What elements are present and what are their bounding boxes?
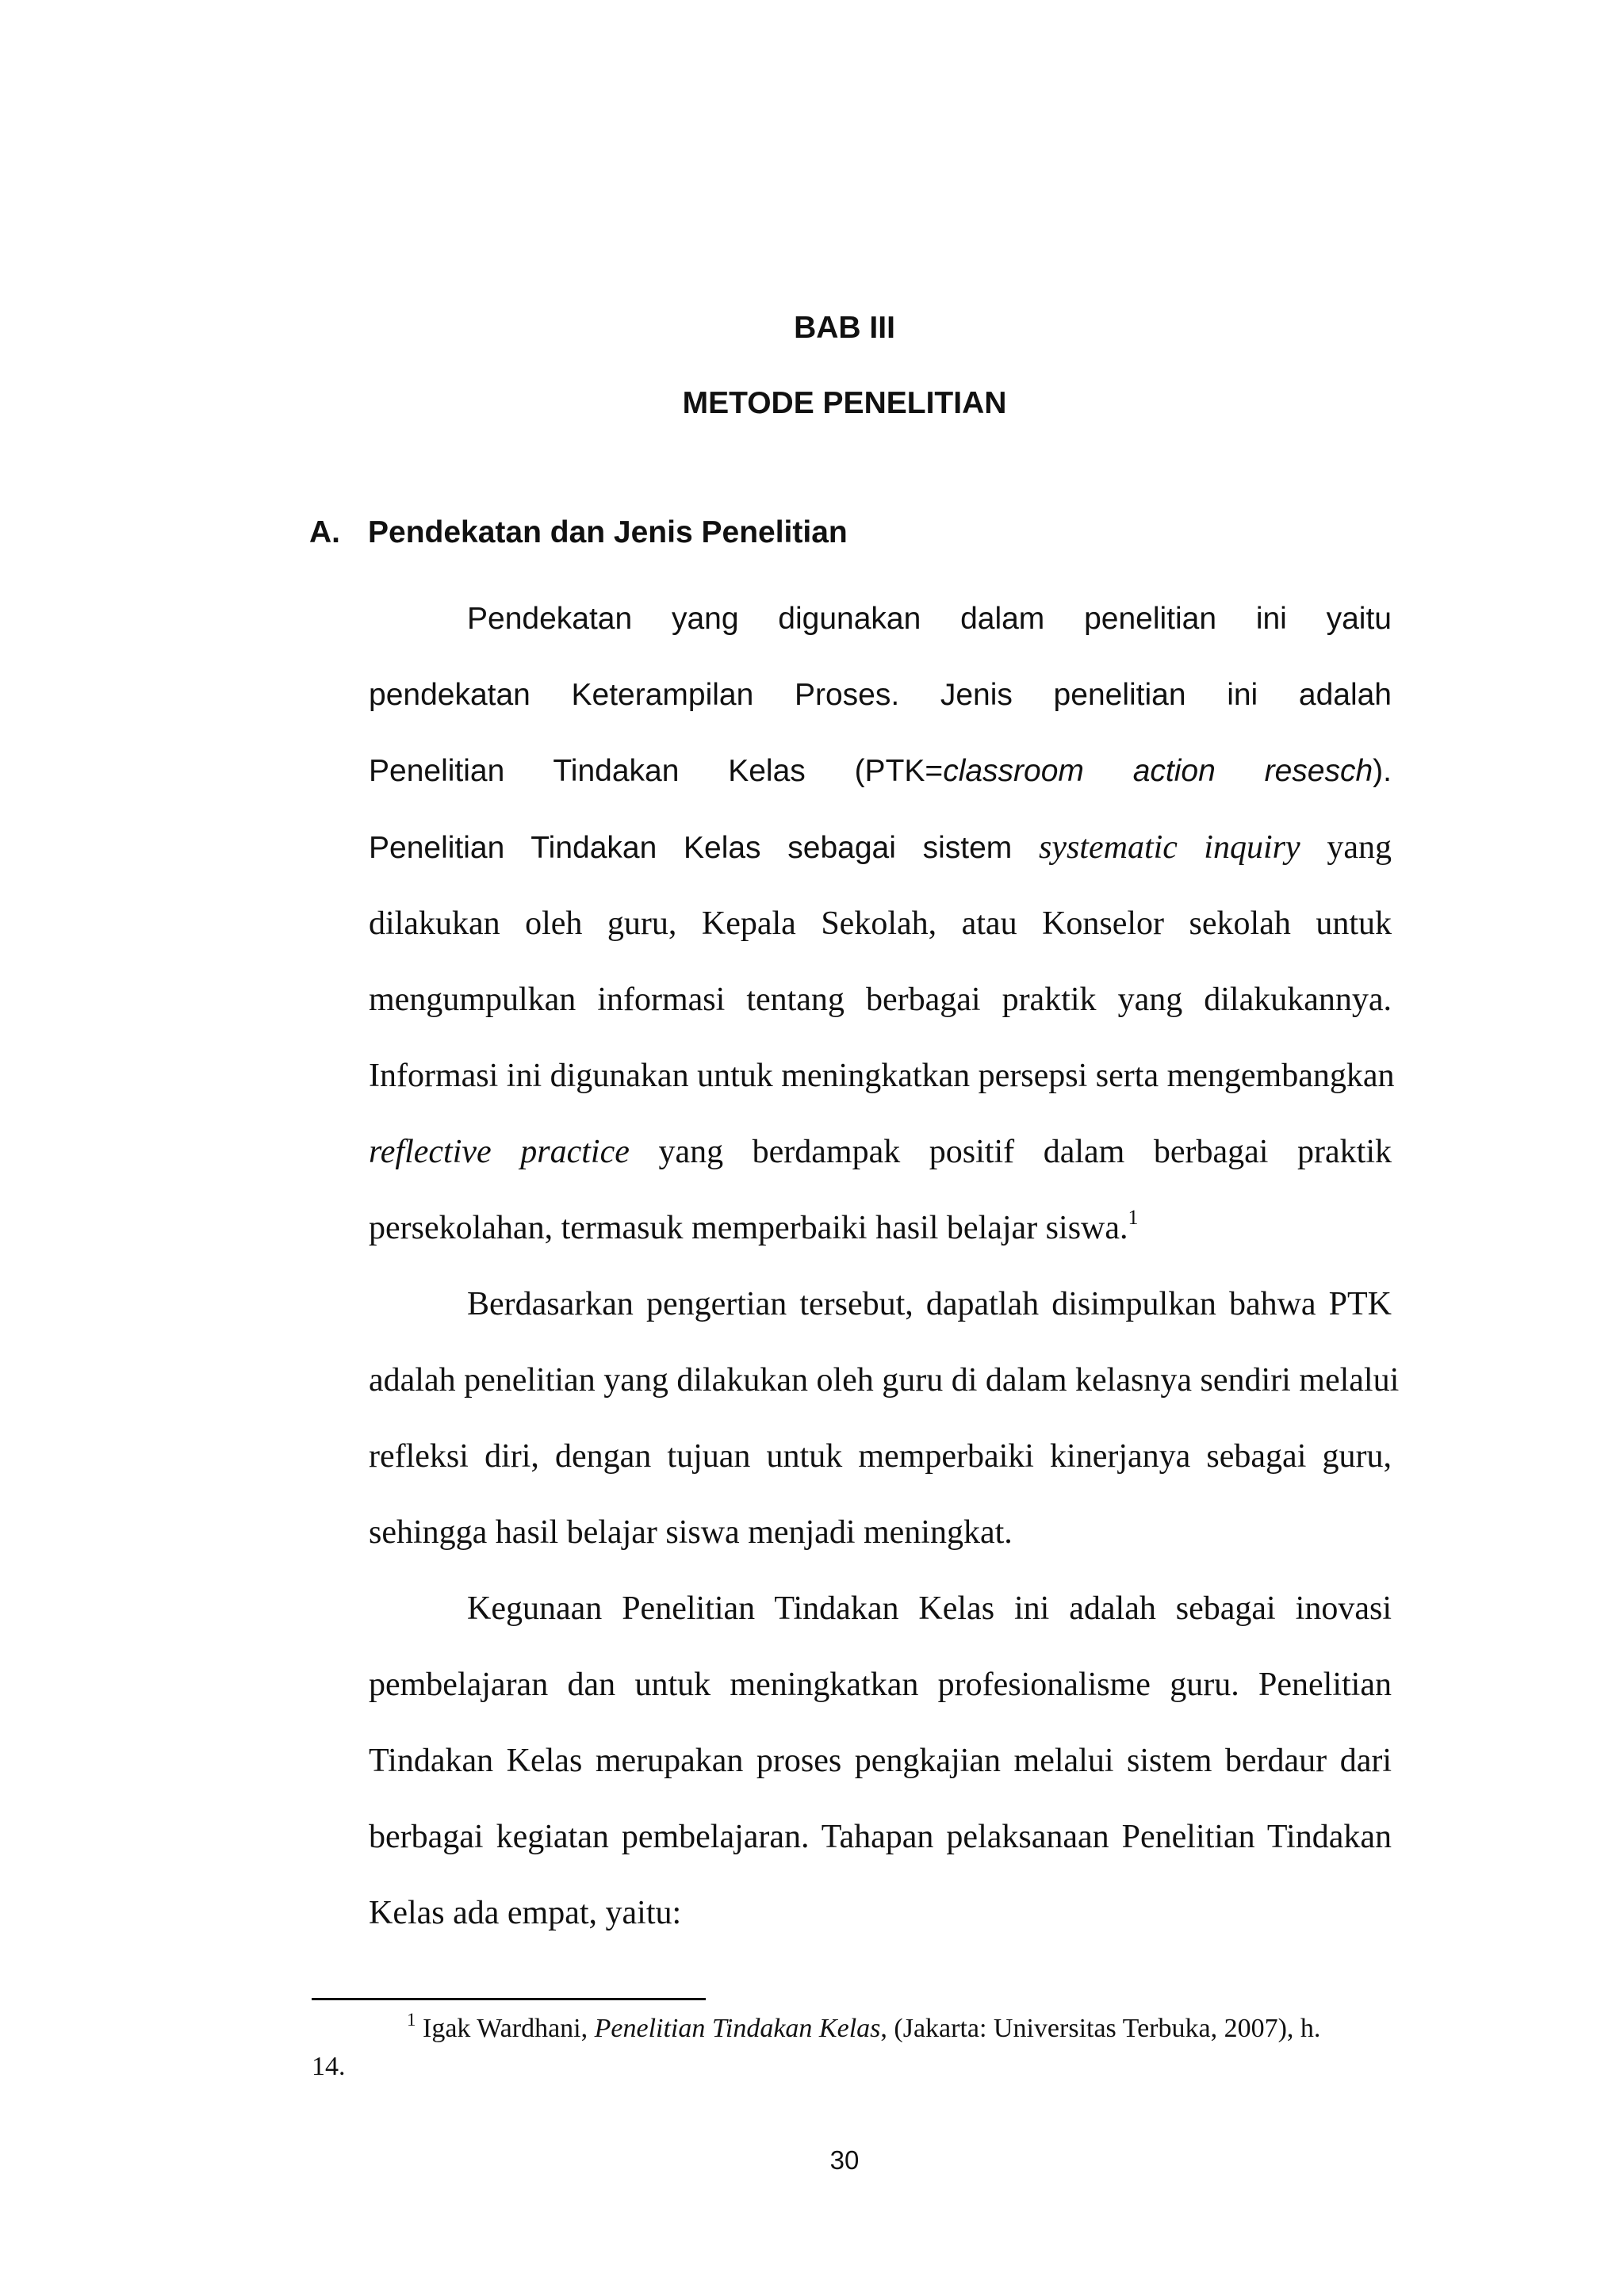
italic-term: reflective practice: [369, 1134, 630, 1170]
section-heading: [309, 515, 848, 550]
para3-line3: Tindakan Kelas merupakan proses pengkajian melalui sistem berdaur dari: [369, 1743, 1392, 1779]
italic-term: systematic inquiry: [1038, 829, 1300, 866]
para2-line2: adalah penelitian yang dilakukan oleh guru di dalam kelasnya sendiri melalui: [369, 1362, 1400, 1399]
para1-line9: persekolahan, termasuk memperbaiki hasil belajar siswa.$^1$: [369, 1206, 1139, 1246]
footnote: $^1$ Igak Wardhani, Penelitian Tindakan Kelas, (Jakarta: Universitas Terbuka, 2007), h.: [407, 2010, 1321, 2043]
italic-term: classroom action resesch: [943, 754, 1373, 788]
para1-line7: Informasi ini digunakan untuk meningkatkan persepsi serta mengembangkan: [369, 1058, 1395, 1094]
footnote-number: 1: [407, 2010, 416, 2030]
para2-line1: Berdasarkan pengertian tersebut, dapatlah disimpulkan bahwa PTK: [467, 1286, 1392, 1322]
para1-line1: Pendekatan yang digunakan dalam penelitian ini yaitu: [467, 602, 1392, 636]
para2-line3: refleksi diri, dengan tujuan untuk memperbaiki kinerjanya sebagai guru,: [369, 1438, 1392, 1475]
footnote-continuation: 14.: [312, 2052, 346, 2081]
para3-line2: pembelajaran dan untuk meningkatkan profesionalisme guru. Penelitian: [369, 1667, 1392, 1703]
para1-line8: reflective practice yang berdampak positif dalam berbagai praktik: [369, 1134, 1392, 1170]
para1-line4: Penelitian Tindakan Kelas sebagai sistem systematic inquiry yang: [369, 829, 1392, 866]
para1-line3: Penelitian Tindakan Kelas (PTK=classroom action resesch).: [369, 754, 1392, 788]
footnote-separator: [312, 1998, 706, 2000]
chapter-title: METODE PENELITIAN: [682, 386, 1007, 420]
para1-line2: pendekatan Keterampilan Proses. Jenis penelitian ini adalah: [369, 678, 1392, 712]
para3-line5: Kelas ada empat, yaitu:: [369, 1895, 682, 1931]
page-number: 30: [829, 2145, 860, 2175]
para2-line4: sehingga hasil belajar siswa menjadi meningkat.: [369, 1514, 1013, 1551]
section-letter: A.: [309, 515, 340, 549]
para3-line1: Kegunaan Penelitian Tindakan Kelas ini adalah sebagai inovasi: [467, 1590, 1392, 1627]
chapter-number: BAB III: [794, 311, 895, 345]
para1-line5: dilakukan oleh guru, Kepala Sekolah, atau Konselor sekolah untuk: [369, 905, 1392, 942]
footnote-reference: 1: [1128, 1206, 1139, 1229]
section-title: Pendekatan dan Jenis Penelitian: [368, 515, 848, 549]
footnote-title: Penelitian Tindakan Kelas: [594, 2014, 881, 2043]
para1-line6: mengumpulkan informasi tentang berbagai praktik yang dilakukannya.: [369, 982, 1392, 1018]
para3-line4: berbagai kegiatan pembelajaran. Tahapan pelaksanaan Penelitian Tindakan: [369, 1819, 1392, 1855]
